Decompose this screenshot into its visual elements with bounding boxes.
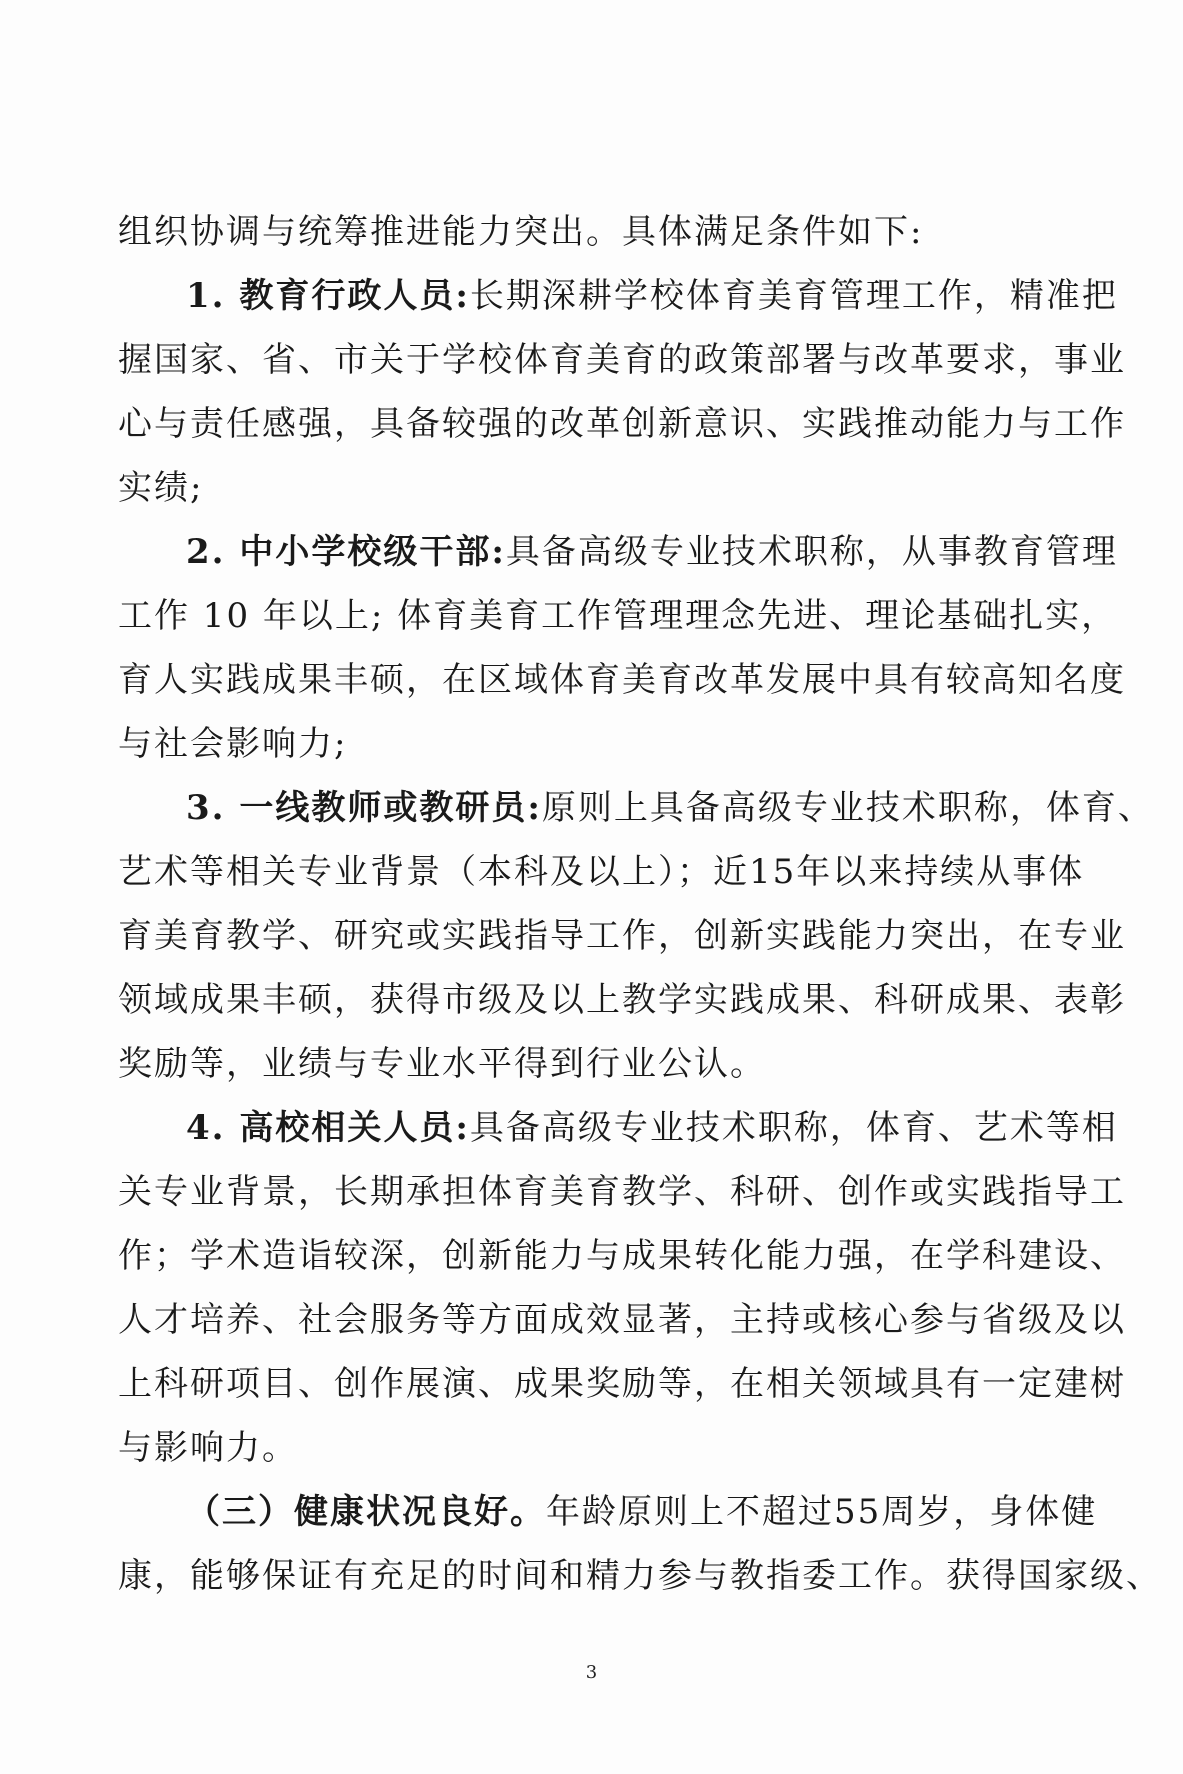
item-3-title: 3. 一线教师或教研员: [186,788,542,828]
item-3-heading-line [118,776,1154,840]
document-body [118,200,1162,1608]
body-line: 心与责任感强，具备较强的改革创新意识、实践推动能力与工作 [118,404,1126,444]
item-2-title: 2. 中小学校级干部: [186,532,506,572]
body-line: 关专业背景，长期承担体育美育教学、科研、创作或实践指导工 [118,1172,1126,1212]
section-3-text: 年龄原则上不超过55周岁，身体健 [546,1492,1098,1532]
item-4-title: 4. 高校相关人员: [186,1108,470,1148]
item-2-text: 具备高级专业技术职称，从事教育管理 [505,532,1118,572]
body-line: 作；学术造诣较深，创新能力与成果转化能力强，在学科建设、 [118,1236,1126,1276]
body-line: 康，能够保证有充足的时间和精力参与教指委工作。获得国家级、 [118,1556,1162,1596]
body-line: 艺术等相关专业背景（本科及以上）；近15年以来持续从事体 [118,852,1085,892]
section-3-heading-line [118,1480,1098,1544]
item-4-heading-line [118,1096,1118,1160]
body-line: 奖励等，业绩与专业水平得到行业公认。 [118,1044,766,1084]
body-line: 实绩; [118,468,204,508]
body-line: 育人实践成果丰硕，在区域体育美育改革发展中具有较高知名度 [118,660,1126,700]
body-line: 与影响力。 [118,1428,298,1468]
section-3-title: （三）健康状况良好。 [186,1492,546,1532]
body-line: 上科研项目、创作展演、成果奖励等，在相关领域具有一定建树 [118,1364,1126,1404]
body-line: 与社会影响力; [118,724,348,764]
item-2-heading-line [118,520,1118,584]
body-line: 工作 10 年以上; 体育美育工作管理理念先进、理论基础扎实， [118,596,1118,636]
body-line: 握国家、省、市关于学校体育美育的政策部署与改革要求，事业 [118,340,1126,380]
item-4-text: 具备高级专业技术职称，体育、艺术等相 [469,1108,1118,1148]
body-line: 育美育教学、研究或实践指导工作，创新实践能力突出，在专业 [118,916,1126,956]
item-1-title: 1. 教育行政人员: [186,276,470,316]
body-line: 领域成果丰硕，获得市级及以上教学实践成果、科研成果、表彰 [118,980,1126,1020]
page-number: 3 [585,1662,598,1683]
item-3-text: 原则上具备高级专业技术职称，体育、 [541,788,1154,828]
body-line: 组织协调与统筹推进能力突出。具体满足条件如下: [118,212,924,252]
body-line: 人才培养、社会服务等方面成效显著，主持或核心参与省级及以 [118,1300,1126,1340]
item-1-heading-line [118,264,1118,328]
item-1-text: 长期深耕学校体育美育管理工作，精准把 [469,276,1118,316]
